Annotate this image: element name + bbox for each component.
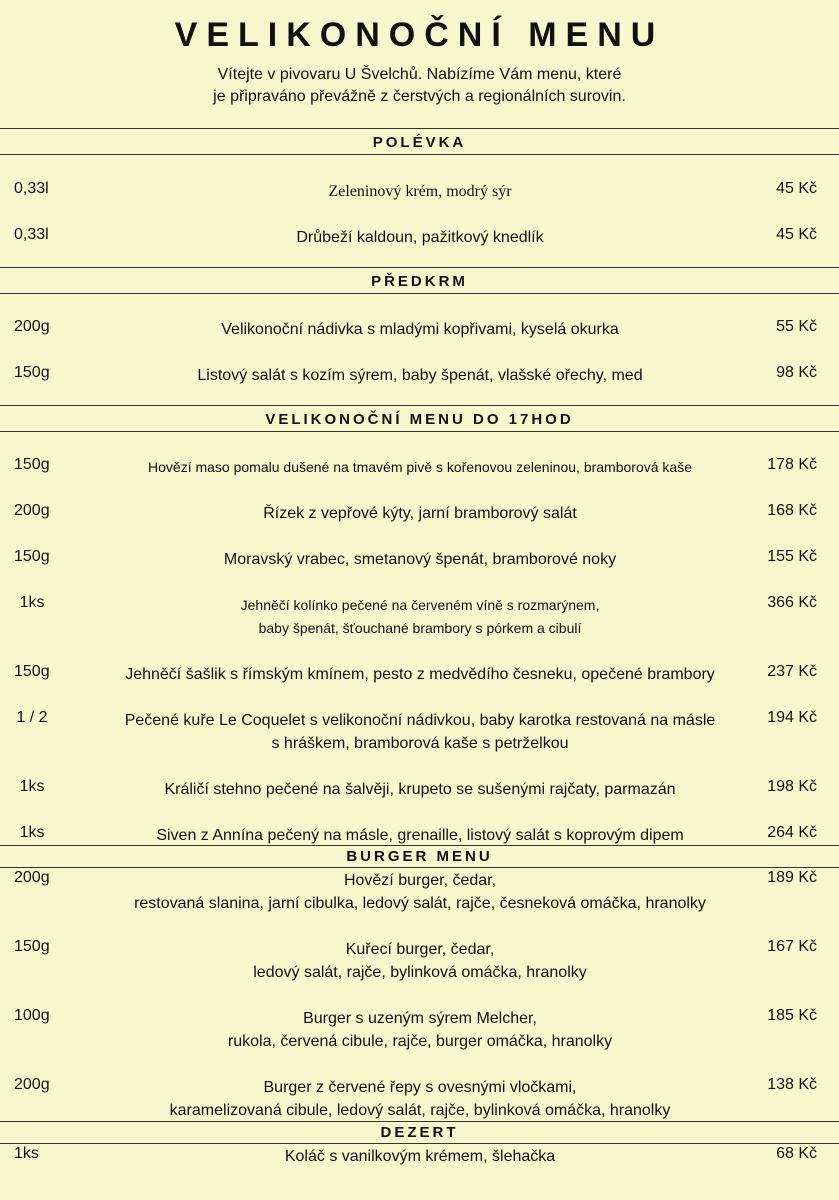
item-description <box>80 594 760 640</box>
item-description: Řízek z vepřové kýty, jarní bramborový salát <box>263 505 577 522</box>
item-price: 237 Kč <box>767 663 817 680</box>
item-quantity: 0,33l <box>14 226 49 243</box>
intro-line: Vítejte v pivovaru U Švelchů. Nabízíme Vám menu, které <box>217 66 622 83</box>
section-title-burger-menu: BURGER MENU <box>346 848 493 865</box>
item-description: Králičí stehno pečené na šalvěji, krupeto se sušenými rajčaty, parmazán <box>164 781 676 798</box>
item-quantity: 1ks <box>19 824 45 841</box>
section-title-predkrm: PŘEDKRM <box>371 273 468 290</box>
item-description-line: restovaná slanina, jarní cibulka, ledový salát, rajče, česneková omáčka, hranolky <box>134 895 706 912</box>
menu-title: VELIKONOČNÍ MENU <box>174 16 665 54</box>
item-description-line: Kuřecí burger, čedar, <box>345 941 495 958</box>
section-title-polevka: POLÉVKA <box>372 134 467 151</box>
item-quantity: 100g <box>14 1007 50 1024</box>
item-quantity: 1ks <box>19 594 45 611</box>
item-description-line: rukola, červená cibule, rajče, burger omáčka, hranolky <box>227 1033 613 1050</box>
item-price: 185 Kč <box>767 1007 817 1024</box>
item-quantity: 1ks <box>19 778 45 795</box>
item-quantity: 0,33l <box>14 180 49 197</box>
item-quantity: 150g <box>14 364 50 381</box>
item-price: 45 Kč <box>776 226 817 243</box>
item-description: Moravský vrabec, smetanový špenát, bramborové noky <box>223 551 617 568</box>
item-price: 68 Kč <box>776 1145 817 1162</box>
intro-text <box>0 64 839 108</box>
divider <box>0 1143 839 1144</box>
item-price: 155 Kč <box>767 548 817 565</box>
item-description-line: Burger z červené řepy s ovesnými vločkami, <box>263 1079 577 1096</box>
item-price: 264 Kč <box>767 824 817 841</box>
item-price: 167 Kč <box>767 938 817 955</box>
item-description <box>80 938 760 984</box>
item-price: 138 Kč <box>767 1076 817 1093</box>
item-description-line: karamelizovaná cibule, ledový salát, rajče, bylinková omáčka, hranolky <box>169 1102 671 1119</box>
item-quantity: 1 / 2 <box>16 709 48 726</box>
item-description: Listový salát s kozím sýrem, baby špenát, vlašské ořechy, med <box>197 367 643 384</box>
item-description <box>80 869 760 915</box>
item-price: 178 Kč <box>767 456 817 473</box>
item-quantity: 1ks <box>14 1145 39 1162</box>
item-price: 189 Kč <box>767 869 817 886</box>
item-description-line: s hráškem, bramborová kaše s petrželkou <box>271 735 569 752</box>
item-quantity: 150g <box>14 938 50 955</box>
item-description-line: Burger s uzeným sýrem Melcher, <box>303 1010 537 1027</box>
divider <box>0 1121 839 1122</box>
section-title-dezert: DEZERT <box>380 1124 459 1141</box>
divider <box>0 845 839 846</box>
divider <box>0 293 839 294</box>
intro-line: je připraváno převážně z čerstvých a regionálních surovin. <box>213 88 626 105</box>
item-quantity: 150g <box>14 456 50 473</box>
item-price: 98 Kč <box>776 364 817 381</box>
item-description: Siven z Annína pečený na másle, grenaille, listový salát s koprovým dipem <box>156 827 684 844</box>
item-description-line: Pečené kuře Le Coquelet s velikonoční nádivkou, baby karotka restovaná na másle <box>124 712 716 729</box>
divider <box>0 431 839 432</box>
divider <box>0 867 839 868</box>
item-description-line: baby špenát, šťouchané brambory s pórkem a cibulí <box>258 620 582 636</box>
item-description <box>80 1007 760 1053</box>
section-title-easter-menu: VELIKONOČNÍ MENU DO 17HOD <box>265 411 574 428</box>
item-quantity: 200g <box>14 869 50 886</box>
item-price: 45 Kč <box>776 180 817 197</box>
item-description-line: Hovězí burger, čedar, <box>343 872 497 889</box>
item-description <box>80 709 760 755</box>
item-quantity: 200g <box>14 318 50 335</box>
item-description: Hovězí maso pomalu dušené na tmavém pivě s kořenovou zeleninou, bramborová kaše <box>148 459 692 475</box>
item-price: 194 Kč <box>767 709 817 726</box>
item-description: Jehněčí šašlik s římským kmínem, pesto z medvědího česneku, opečené brambory <box>125 666 715 683</box>
item-description: Koláč s vanilkovým krémem, šlehačka <box>284 1148 556 1165</box>
item-quantity: 200g <box>14 502 50 519</box>
item-description: Velikonoční nádivka s mladými kopřivami, kyselá okurka <box>221 321 619 338</box>
divider <box>0 405 839 406</box>
item-price: 55 Kč <box>776 318 817 335</box>
item-price: 168 Kč <box>767 502 817 519</box>
item-description-line: ledový salát, rajče, bylinková omáčka, hranolky <box>253 964 587 981</box>
item-price: 198 Kč <box>767 778 817 795</box>
item-quantity: 150g <box>14 548 50 565</box>
item-description: Drůbeží kaldoun, pažitkový knedlík <box>296 229 544 246</box>
item-price: 366 Kč <box>767 594 817 611</box>
item-quantity: 200g <box>14 1076 50 1093</box>
item-description <box>80 1076 760 1122</box>
item-description: Zeleninový krém, modrý sýr <box>328 183 512 200</box>
item-description-line: Jehněčí kolínko pečené na červeném víně s rozmarýnem, <box>240 597 600 613</box>
divider <box>0 154 839 155</box>
divider <box>0 128 839 129</box>
item-quantity: 150g <box>14 663 50 680</box>
divider <box>0 267 839 268</box>
